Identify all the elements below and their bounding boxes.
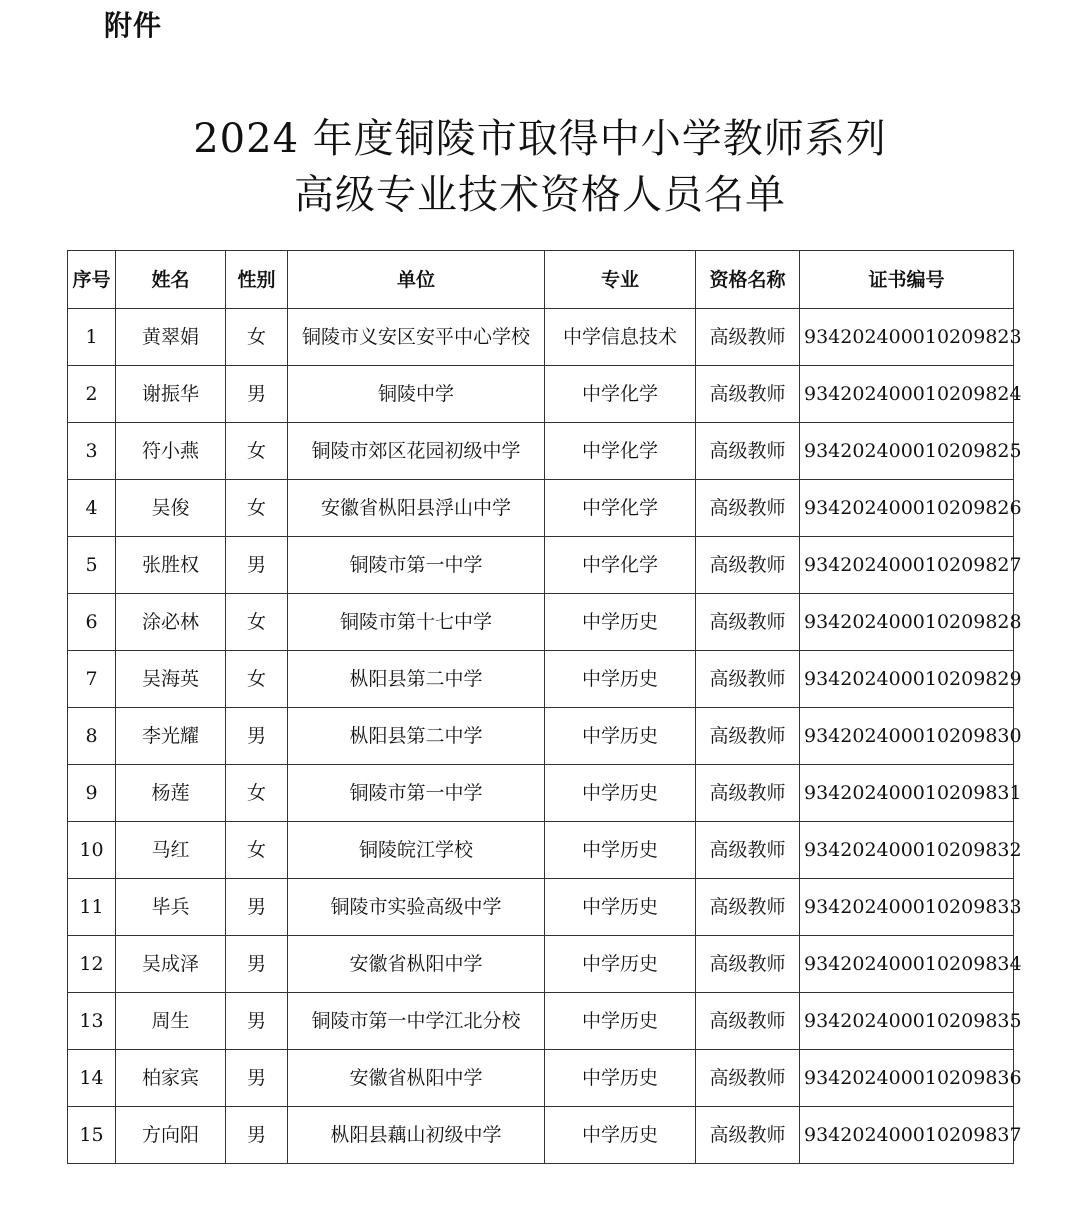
header-certificate-number: 证书编号 xyxy=(800,251,1014,309)
header-unit: 单位 xyxy=(288,251,545,309)
row-index: 9 xyxy=(68,765,116,822)
table-row xyxy=(68,1050,1014,1107)
document-title-line-2: 高级专业技术资格人员名单 xyxy=(294,172,786,218)
row-major: 中学历史 xyxy=(545,879,696,936)
table-row xyxy=(68,366,1014,423)
row-name: 黄翠娟 xyxy=(116,309,226,366)
row-name: 周生 xyxy=(116,993,226,1050)
row-name: 毕兵 xyxy=(116,879,226,936)
row-qualification: 高级教师 xyxy=(696,993,800,1050)
row-unit: 安徽省枞阳中学 xyxy=(288,1050,545,1107)
row-index: 7 xyxy=(68,651,116,708)
row-qualification: 高级教师 xyxy=(696,708,800,765)
row-unit: 枞阳县第二中学 xyxy=(288,651,545,708)
row-major: 中学历史 xyxy=(545,822,696,879)
row-certificate-number: 934202400010209831 xyxy=(800,765,1014,822)
table-row xyxy=(68,309,1014,366)
row-index: 14 xyxy=(68,1050,116,1107)
row-certificate-number: 934202400010209830 xyxy=(800,708,1014,765)
row-unit: 安徽省枞阳县浮山中学 xyxy=(288,480,545,537)
row-major: 中学化学 xyxy=(545,537,696,594)
row-certificate-number: 934202400010209826 xyxy=(800,480,1014,537)
row-certificate-number: 934202400010209832 xyxy=(800,822,1014,879)
row-gender: 男 xyxy=(226,708,288,765)
row-qualification: 高级教师 xyxy=(696,423,800,480)
row-certificate-number: 934202400010209828 xyxy=(800,594,1014,651)
row-name: 柏家宾 xyxy=(116,1050,226,1107)
row-qualification: 高级教师 xyxy=(696,765,800,822)
row-major: 中学历史 xyxy=(545,993,696,1050)
row-index: 3 xyxy=(68,423,116,480)
row-index: 2 xyxy=(68,366,116,423)
row-certificate-number: 934202400010209835 xyxy=(800,993,1014,1050)
row-index: 15 xyxy=(68,1107,116,1164)
table-row xyxy=(68,879,1014,936)
header-name: 姓名 xyxy=(116,251,226,309)
row-name: 吴俊 xyxy=(116,480,226,537)
row-qualification: 高级教师 xyxy=(696,309,800,366)
attachment-label: 附件 xyxy=(104,9,163,42)
row-major: 中学历史 xyxy=(545,765,696,822)
row-certificate-number: 934202400010209833 xyxy=(800,879,1014,936)
row-qualification: 高级教师 xyxy=(696,879,800,936)
row-major: 中学历史 xyxy=(545,651,696,708)
row-gender: 男 xyxy=(226,936,288,993)
row-unit: 枞阳县藕山初级中学 xyxy=(288,1107,545,1164)
header-index: 序号 xyxy=(68,251,116,309)
row-qualification: 高级教师 xyxy=(696,366,800,423)
row-qualification: 高级教师 xyxy=(696,822,800,879)
row-qualification: 高级教师 xyxy=(696,936,800,993)
table-row xyxy=(68,423,1014,480)
row-major: 中学历史 xyxy=(545,708,696,765)
row-certificate-number: 934202400010209827 xyxy=(800,537,1014,594)
row-gender: 男 xyxy=(226,537,288,594)
table-row xyxy=(68,993,1014,1050)
table-row xyxy=(68,594,1014,651)
table-row xyxy=(68,537,1014,594)
row-index: 13 xyxy=(68,993,116,1050)
row-name: 李光耀 xyxy=(116,708,226,765)
row-name: 吴成泽 xyxy=(116,936,226,993)
row-major: 中学历史 xyxy=(545,936,696,993)
row-gender: 女 xyxy=(226,765,288,822)
row-major: 中学化学 xyxy=(545,366,696,423)
row-unit: 铜陵市义安区安平中心学校 xyxy=(288,309,545,366)
row-name: 方向阳 xyxy=(116,1107,226,1164)
row-name: 吴海英 xyxy=(116,651,226,708)
table-row xyxy=(68,765,1014,822)
row-major: 中学历史 xyxy=(545,1107,696,1164)
row-certificate-number: 934202400010209834 xyxy=(800,936,1014,993)
document-title-line-1: 2024 年度铜陵市取得中小学教师系列 xyxy=(193,116,887,162)
table-row xyxy=(68,1107,1014,1164)
row-index: 10 xyxy=(68,822,116,879)
row-index: 4 xyxy=(68,480,116,537)
row-unit: 铜陵市实验高级中学 xyxy=(288,879,545,936)
row-gender: 男 xyxy=(226,1107,288,1164)
row-unit: 铜陵市第一中学江北分校 xyxy=(288,993,545,1050)
row-unit: 安徽省枞阳中学 xyxy=(288,936,545,993)
row-qualification: 高级教师 xyxy=(696,537,800,594)
row-index: 8 xyxy=(68,708,116,765)
row-index: 11 xyxy=(68,879,116,936)
row-unit: 铜陵中学 xyxy=(288,366,545,423)
header-qualification: 资格名称 xyxy=(696,251,800,309)
row-index: 6 xyxy=(68,594,116,651)
row-index: 1 xyxy=(68,309,116,366)
row-name: 马红 xyxy=(116,822,226,879)
row-certificate-number: 934202400010209823 xyxy=(800,309,1014,366)
row-qualification: 高级教师 xyxy=(696,1107,800,1164)
row-gender: 女 xyxy=(226,651,288,708)
row-gender: 男 xyxy=(226,879,288,936)
row-gender: 女 xyxy=(226,822,288,879)
row-name: 涂必林 xyxy=(116,594,226,651)
row-name: 张胜权 xyxy=(116,537,226,594)
row-certificate-number: 934202400010209824 xyxy=(800,366,1014,423)
row-index: 5 xyxy=(68,537,116,594)
row-unit: 枞阳县第二中学 xyxy=(288,708,545,765)
row-gender: 男 xyxy=(226,1050,288,1107)
row-gender: 男 xyxy=(226,366,288,423)
row-major: 中学化学 xyxy=(545,480,696,537)
row-qualification: 高级教师 xyxy=(696,651,800,708)
row-major: 中学信息技术 xyxy=(545,309,696,366)
row-unit: 铜陵市第一中学 xyxy=(288,765,545,822)
row-gender: 女 xyxy=(226,480,288,537)
row-name: 谢振华 xyxy=(116,366,226,423)
row-certificate-number: 934202400010209825 xyxy=(800,423,1014,480)
table-header-row xyxy=(68,251,1014,309)
row-name: 杨莲 xyxy=(116,765,226,822)
row-index: 12 xyxy=(68,936,116,993)
row-unit: 铜陵皖江学校 xyxy=(288,822,545,879)
table-row xyxy=(68,708,1014,765)
row-certificate-number: 934202400010209829 xyxy=(800,651,1014,708)
row-major: 中学历史 xyxy=(545,594,696,651)
row-certificate-number: 934202400010209837 xyxy=(800,1107,1014,1164)
row-qualification: 高级教师 xyxy=(696,1050,800,1107)
row-qualification: 高级教师 xyxy=(696,480,800,537)
header-major: 专业 xyxy=(545,251,696,309)
row-unit: 铜陵市第一中学 xyxy=(288,537,545,594)
row-gender: 男 xyxy=(226,993,288,1050)
row-major: 中学化学 xyxy=(545,423,696,480)
row-name: 符小燕 xyxy=(116,423,226,480)
row-gender: 女 xyxy=(226,594,288,651)
row-gender: 女 xyxy=(226,309,288,366)
row-unit: 铜陵市第十七中学 xyxy=(288,594,545,651)
table-row xyxy=(68,936,1014,993)
row-gender: 女 xyxy=(226,423,288,480)
row-certificate-number: 934202400010209836 xyxy=(800,1050,1014,1107)
table-row xyxy=(68,480,1014,537)
table-row xyxy=(68,651,1014,708)
table-row xyxy=(68,822,1014,879)
row-major: 中学历史 xyxy=(545,1050,696,1107)
row-qualification: 高级教师 xyxy=(696,594,800,651)
row-unit: 铜陵市郊区花园初级中学 xyxy=(288,423,545,480)
roster-table xyxy=(67,250,1022,1164)
header-gender: 性别 xyxy=(226,251,288,309)
